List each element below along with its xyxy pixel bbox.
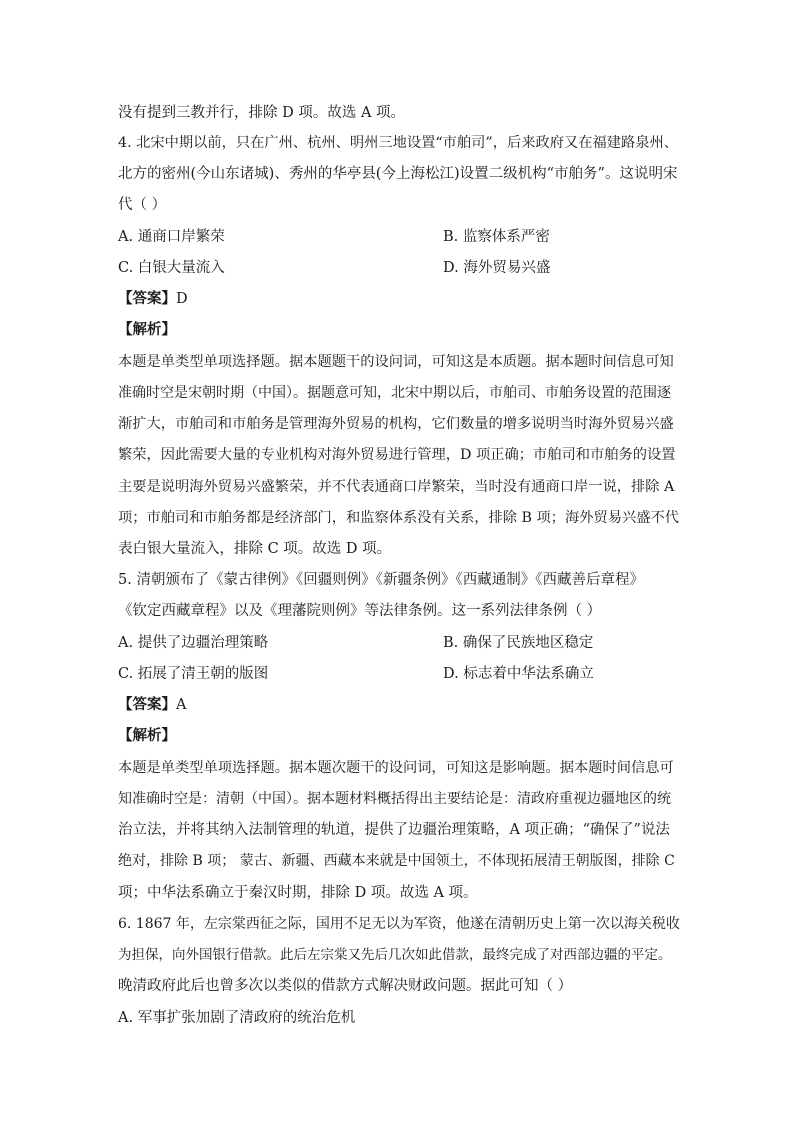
q4-stem-line-1: 4. 北宋中期以前，只在广州、杭州、明州三地设置“市舶司”，后来政府又在福建路泉州、 bbox=[118, 135, 678, 151]
q4-analysis-line-3: 渐扩大，市舶司和市舶务是管理海外贸易的机构，它们数量的增多说明当时海外贸易兴盛 bbox=[118, 416, 674, 432]
q5-option-d: D. 标志着中华法系确立 bbox=[443, 666, 594, 682]
q5-answer: 【答案】A bbox=[118, 696, 187, 713]
q5-analysis-line-2: 知准确时空是：清朝（中国）。据本题材料概括得出主要结论是：清政府重视边疆地区的统 bbox=[118, 791, 671, 807]
q4-option-d: D. 海外贸易兴盛 bbox=[443, 260, 551, 276]
q5-analysis-line-3: 治立法，并将其纳入法制管理的轨道，提供了边疆治理策略，A 项正确；“确保了”说法 bbox=[118, 822, 670, 838]
q5-option-c: C. 拓展了清王朝的版图 bbox=[118, 666, 269, 682]
q5-stem-line-1: 5. 清朝颁布了《蒙古律例》《回疆则例》《新疆条例》《西藏通制》《西藏善后章程》 bbox=[118, 572, 644, 588]
q4-answer: 【答案】D bbox=[118, 290, 188, 307]
q4-analysis-line-4: 繁荣，因此需要大量的专业机构对海外贸易进行管理，D 项正确；市舶司和市舶务的设置 bbox=[118, 447, 676, 463]
q4-analysis-line-2: 准确时空是宋朝时期（中国）。据题意可知，北宋中期以后，市舶司、市舶务设置的范围逐 bbox=[118, 385, 671, 401]
q6-option-a: A. 军事扩张加剧了清政府的统治危机 bbox=[118, 1010, 356, 1026]
q4-analysis-label: 【解析】 bbox=[118, 321, 176, 338]
q4-option-c: C. 白银大量流入 bbox=[118, 260, 225, 276]
q4-analysis-line-6: 项；市舶司和市舶务都是经济部门，和监察体系没有关系，排除 B 项；海外贸易兴盛不代 bbox=[118, 510, 680, 526]
q5-analysis-label: 【解析】 bbox=[118, 727, 176, 744]
q4-analysis-line-7: 表白银大量流入，排除 C 项。故选 D 项。 bbox=[118, 541, 392, 557]
q4-stem-line-3: 代（ ） bbox=[118, 197, 167, 213]
q5-analysis-line-1: 本题是单类型单项选择题。据本题次题干的设问词，可知这是影响题。据本题时间信息可 bbox=[118, 760, 674, 776]
q6-stem-line-1: 6. 1867 年，左宗棠西征之际，国用不足无以为军资，他遂在清朝历史上第一次以海关税收 bbox=[118, 916, 680, 932]
q4-option-a: A. 通商口岸繁荣 bbox=[118, 229, 225, 245]
q5-analysis-line-4: 绝对，排除 B 项； 蒙古、新疆、西藏本来就是中国领土，不体现拓展清王朝版图，排除 C bbox=[118, 853, 675, 869]
q5-option-a: A. 提供了边疆治理策略 bbox=[118, 635, 269, 651]
q4-analysis-line-1: 本题是单类型单项选择题。据本题题干的设问词，可知这是本质题。据本题时间信息可知 bbox=[118, 354, 674, 370]
q5-analysis-line-5: 项；中华法系确立于秦汉时期，排除 D 项。故选 A 项。 bbox=[118, 885, 478, 901]
q4-analysis-line-5: 主要是说明海外贸易兴盛繁荣，并不代表通商口岸繁荣，当时没有通商口岸一说，排除 A bbox=[118, 479, 675, 495]
q4-option-b: B. 监察体系严密 bbox=[443, 229, 550, 245]
q5-option-b: B. 确保了民族地区稳定 bbox=[443, 635, 594, 651]
q4-stem-line-2: 北方的密州(今山东诸城)、秀州的华亭县(今上海松江)设置二级机构“市舶务”。这说明宋 bbox=[118, 166, 678, 182]
q6-stem-line-2: 为担保，向外国银行借款。此后左宗棠又先后几次如此借款，最终完成了对西部边疆的平定。 bbox=[118, 947, 672, 963]
q5-stem-line-2: 《钦定西藏章程》以及《理藩院则例》等法律条例。这一系列法律条例（ ） bbox=[118, 603, 602, 619]
q6-stem-line-3: 晚清政府此后也曾多次以类似的借款方式解决财政问题。据此可知（ ） bbox=[118, 978, 573, 994]
q3-analysis-tail: 没有提到三教并行，排除 D 项。故选 A 项。 bbox=[118, 105, 406, 121]
